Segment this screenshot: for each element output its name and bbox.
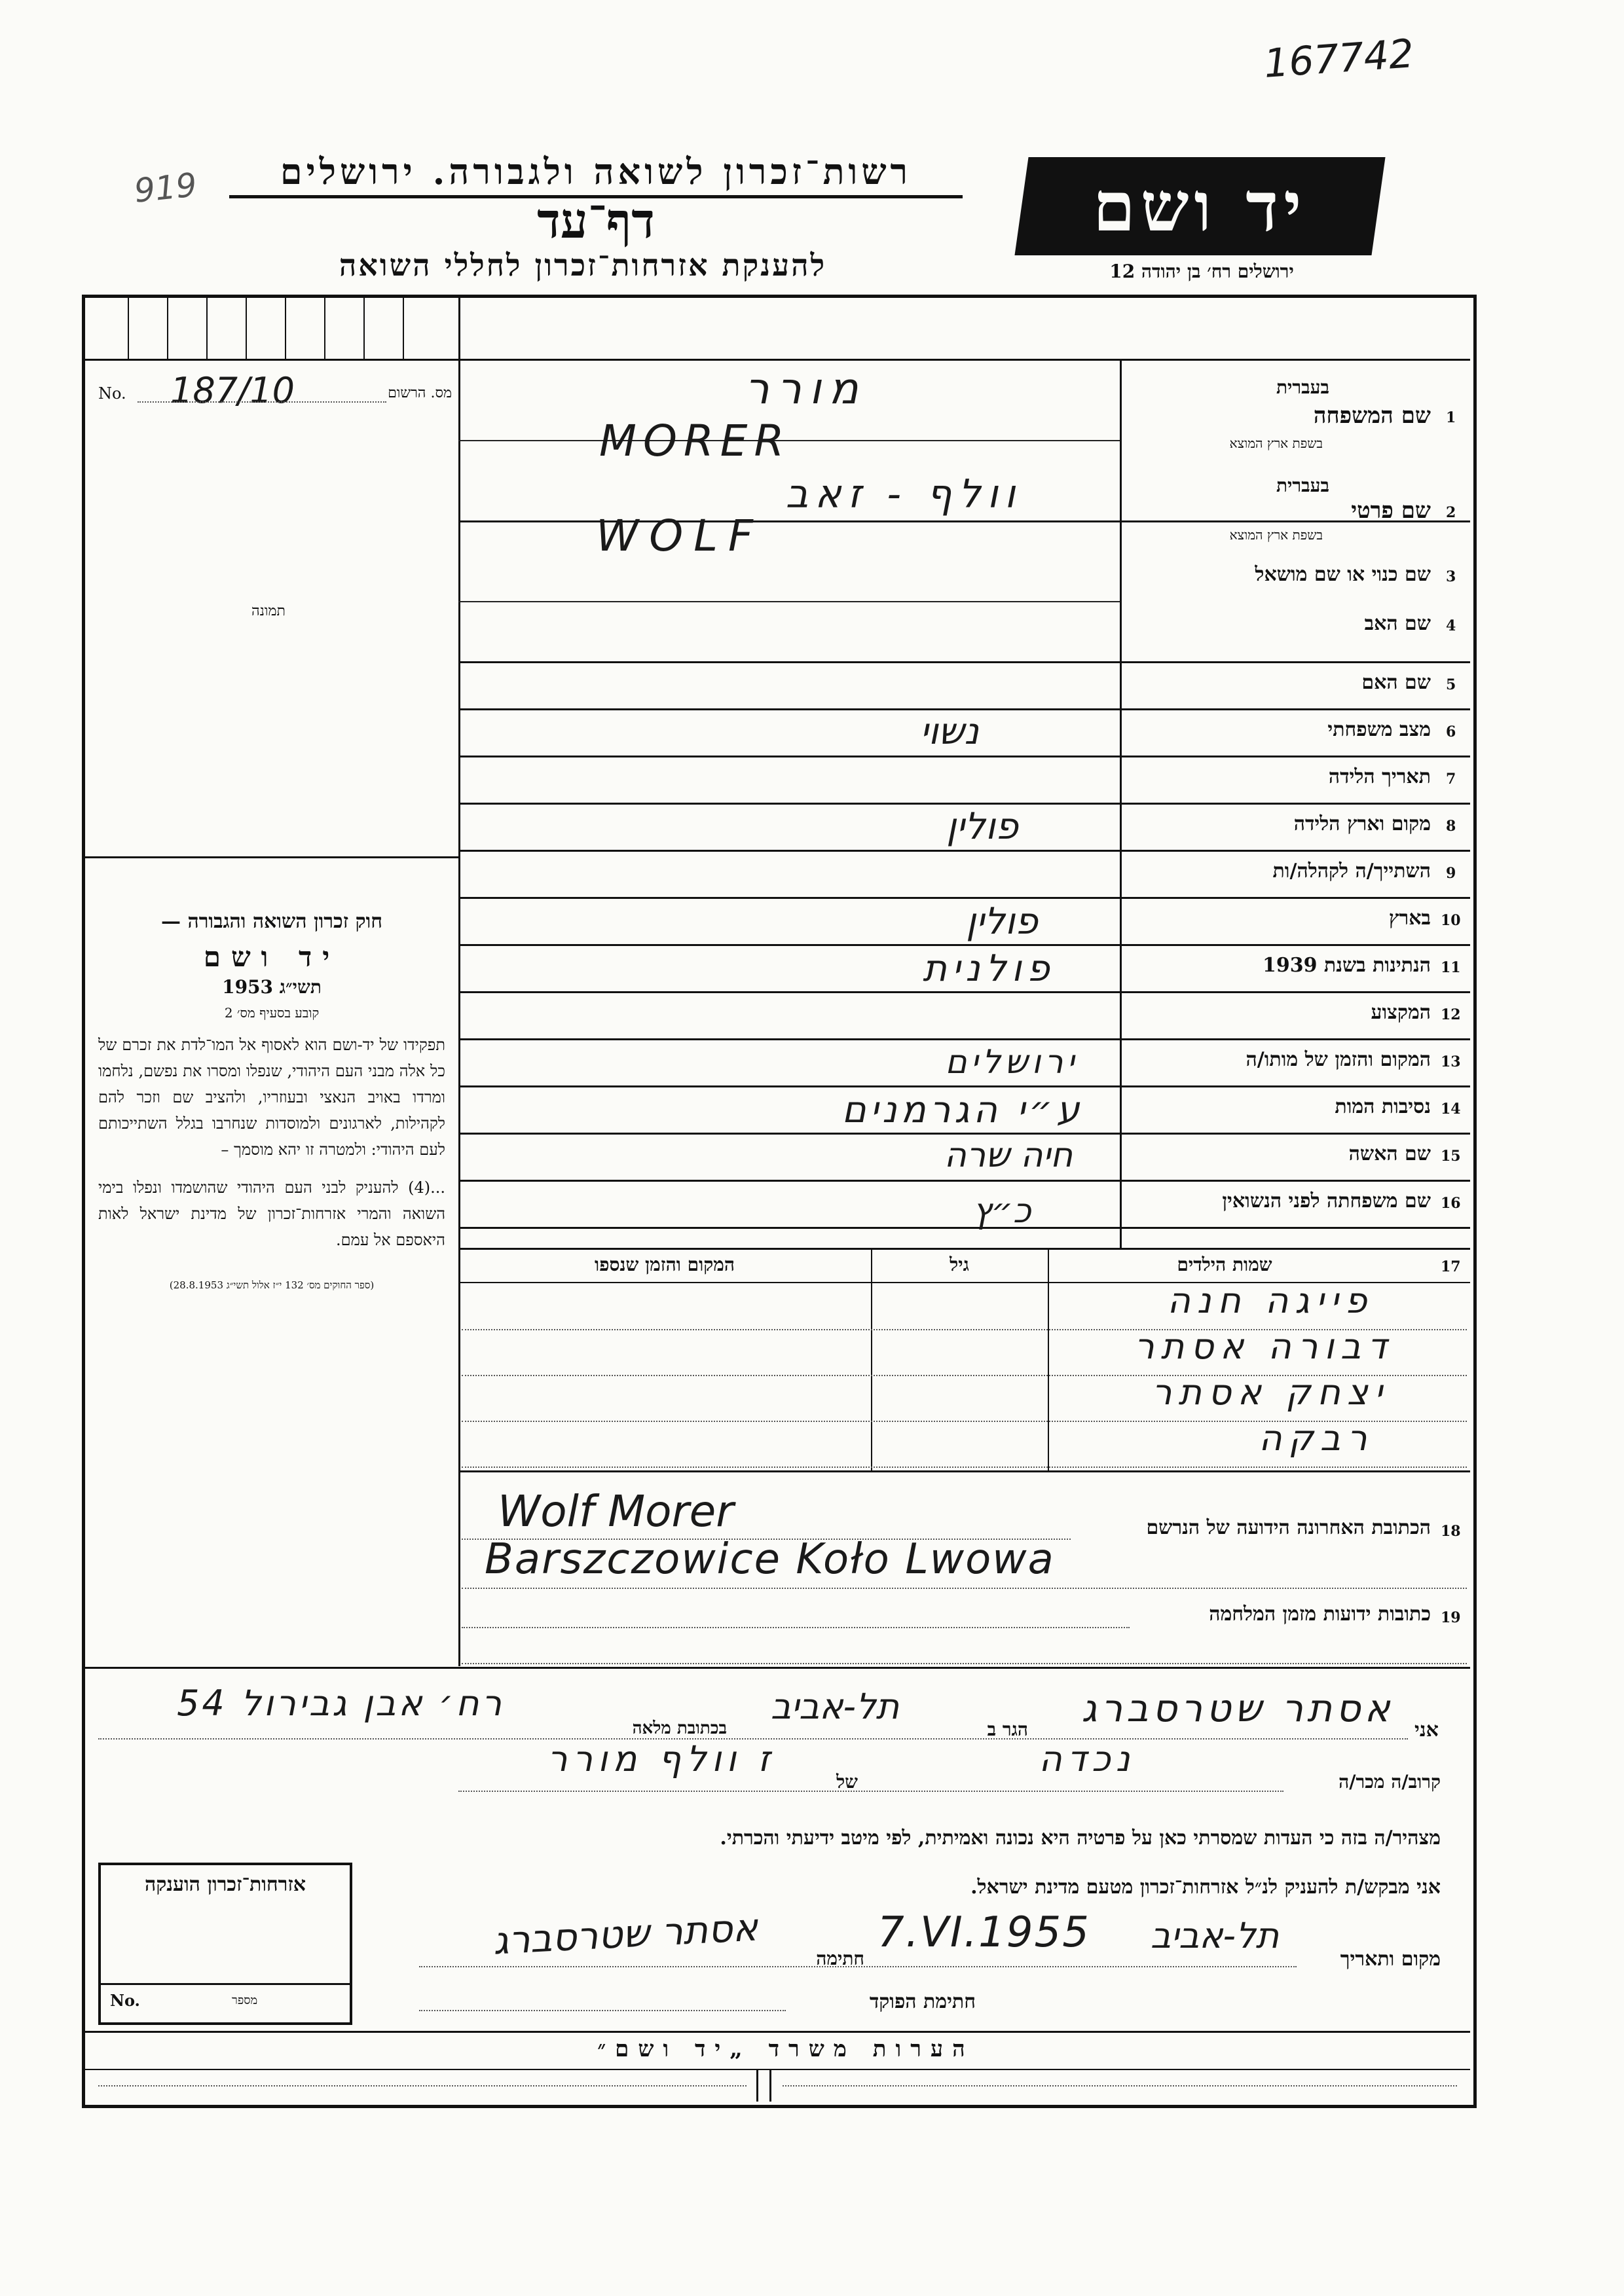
field-11-label: הנתינות בשנת 1939 xyxy=(1262,954,1431,977)
field-4-number: 4 xyxy=(1446,617,1456,634)
registration-number: 187/10 xyxy=(170,370,295,411)
relation-of-name: ז וולף מורר xyxy=(547,1738,776,1779)
children-col-names: שמות הילדים xyxy=(1177,1254,1272,1275)
field-8-label: מקום וארץ הלידה xyxy=(1293,812,1431,835)
field-9-number: 9 xyxy=(1446,865,1456,882)
field-2-value-hebrew: וולף - זאב xyxy=(785,471,1022,517)
field-1-label: שם המשפחה xyxy=(1313,403,1431,429)
logo-address: ירושלים רח׳ בן יהודה 12 xyxy=(1109,261,1294,282)
official-signature-label: חתימת הפוקד xyxy=(869,1990,976,2013)
signature-label: חתימה xyxy=(816,1948,864,1969)
child-name-2: דבורה אסתר xyxy=(1134,1326,1393,1367)
office-notes-title: הערות משרד „יד ושם״ xyxy=(597,2036,974,2062)
relation-label: קרוב/ה מכר/ה xyxy=(1338,1771,1441,1793)
children-number: 17 xyxy=(1441,1258,1461,1275)
field-16-label: שם משפחתה לפני הנשואין xyxy=(1222,1190,1431,1212)
law-title: חוק זכרון השואה והגבורה — xyxy=(161,910,382,933)
field-12-number: 12 xyxy=(1441,1006,1461,1023)
relation-of-label: של xyxy=(836,1771,858,1793)
field-1-value-foreign: MORER xyxy=(599,416,791,466)
law-text-1: תפקידו של יד-ושם הוא לאסוף אל המו־לדת את זכרם של כל אלה מבני העם היהודי, שנפלו ומסרו את נפשם, נלחמו ומרדו באויב הנאצי ובעוזריו, ולהציב שם וזכר להם לקהילות, לארגונים ולמוסדות שנחרבו בגלל השתייכותם לעם היהודי: ולמטרה זו יהא מוסמך – xyxy=(98,1036,445,1159)
field-15-label: שם האשה xyxy=(1348,1142,1431,1165)
field-7-number: 7 xyxy=(1446,771,1456,788)
declaration-statement-2: אני מבקש/ת להעניק לנ״ל אזרחות־זכרון מטעם מדינת ישראל. xyxy=(970,1876,1441,1899)
field-5-number: 5 xyxy=(1446,676,1456,693)
law-section: קובע בסעיף מס׳ 2 xyxy=(224,1005,320,1021)
law-citation: (ספר החוקים מס׳ 132 י״ז אלול תשי״ג 28.8.1953) xyxy=(169,1279,375,1291)
date-value: 7.VI.1955 xyxy=(877,1908,1090,1957)
field-10-number: 10 xyxy=(1441,912,1461,929)
field-7-label: תאריך הלידה xyxy=(1328,765,1431,788)
field-2-label: שם פרטי xyxy=(1351,498,1431,524)
field-14-number: 14 xyxy=(1441,1101,1461,1118)
last-address-line-2: Barszczowice Koło Lwowa xyxy=(485,1535,1055,1584)
field-2-sub-hebrew: בעברית xyxy=(1276,475,1329,496)
declarant-address: רח׳ אבן גבירול 54 xyxy=(177,1683,504,1724)
field-16-number: 16 xyxy=(1441,1195,1461,1212)
last-address-line-1: Wolf Morer xyxy=(498,1486,734,1537)
field-5-label: שם האם xyxy=(1361,671,1431,694)
registration-no-label: No. xyxy=(98,384,126,403)
field-6-value: נשוי xyxy=(920,710,979,753)
law-name: יד ושם xyxy=(203,941,341,973)
page-title: דף־עד xyxy=(537,193,655,249)
field-2-sub-foreign: בשפת ארץ המוצא xyxy=(1229,527,1323,543)
yad-vashem-logo xyxy=(1014,157,1385,255)
field-1-value-hebrew: מורר xyxy=(745,363,866,414)
authority-heading: רשות־זכרון לשואה ולגבורה. ירושלים xyxy=(229,151,963,198)
field-3-number: 3 xyxy=(1446,568,1456,585)
registration-label: מס. הרשום xyxy=(388,385,452,401)
margin-note: 919 xyxy=(132,166,199,210)
child-name-4: רבקה xyxy=(1259,1417,1374,1459)
field-4-label: שם האב xyxy=(1364,612,1431,635)
place-date-label: מקום ותאריך xyxy=(1340,1948,1441,1971)
declaration-address-label: בכתובת מלאה xyxy=(632,1719,727,1738)
field-15-number: 15 xyxy=(1441,1148,1461,1165)
field-1-sub-foreign: בשפת ארץ המוצא xyxy=(1229,435,1323,451)
field-11-number: 11 xyxy=(1441,959,1461,976)
field-3-label: שם כנוי או שם מושאל xyxy=(1255,563,1431,586)
field-11-value: פולנית xyxy=(923,947,1055,990)
logo-text: יד ושם xyxy=(1093,166,1307,247)
citizenship-box xyxy=(98,1863,352,2025)
citizenship-no-label: No. xyxy=(110,1991,140,2010)
field-8-value: פולין xyxy=(946,805,1018,848)
field-12-label: המקצוע xyxy=(1371,1001,1431,1024)
field-13-value: ירושלים xyxy=(945,1043,1079,1081)
children-col-place: המקום והזמן שנספו xyxy=(595,1254,735,1275)
field-1-sub-hebrew: בעברית xyxy=(1276,376,1329,398)
field-15-value: חיה שרה xyxy=(944,1136,1073,1175)
child-name-1: פייגה חנה xyxy=(1167,1280,1374,1321)
child-name-3: יצחק אסתר xyxy=(1152,1372,1389,1413)
place-value: תל-אביב xyxy=(1150,1915,1280,1956)
declarant-signature: אסתר שטרסברג xyxy=(492,1904,759,1963)
field-6-number: 6 xyxy=(1446,723,1456,740)
last-address-label: הכתובת האחרונה הידועה של הנרשם xyxy=(1146,1516,1431,1539)
wartime-address-number: 19 xyxy=(1441,1609,1461,1626)
wartime-address-label: כתובות ידועות מזמן המלחמה xyxy=(1209,1603,1431,1626)
field-8-number: 8 xyxy=(1446,818,1456,835)
archive-number: 167742 xyxy=(1262,31,1416,87)
photo-placeholder: תמונה xyxy=(251,603,286,619)
law-year: תשי״ג 1953 xyxy=(222,976,322,998)
relation-value: נכדה xyxy=(1039,1738,1135,1779)
field-13-number: 13 xyxy=(1441,1053,1461,1070)
declaration-statement-1: מצהיר/ה בזה כי העדות שמסרתי כאן על פרטיה היא נכונה ואמיתית, לפי מיטב ידיעתי והכרתי. xyxy=(720,1827,1441,1850)
law-text-2: ...(4) להעניק לבני העם היהודי שהושמדו ונפלו בימי השואה והמרי אזרחות־זכרון של מדינת ישראל לאות היאספם אל עמם. xyxy=(98,1178,445,1249)
last-address-number: 18 xyxy=(1441,1523,1461,1540)
declarant-city: תל-אביב xyxy=(770,1686,900,1727)
field-6-label: מצב משפחתי xyxy=(1327,718,1431,741)
field-2-number: 2 xyxy=(1446,504,1456,521)
field-13-label: המקום והזמן של מותו/ה xyxy=(1246,1048,1431,1071)
field-2-value-foreign: WOLF xyxy=(596,511,764,561)
field-9-label: השתייך/ה לקהלה/ות xyxy=(1272,860,1431,883)
citizenship-number-label: מספר xyxy=(232,1994,258,2007)
children-col-age: גיל xyxy=(950,1254,969,1275)
law-box xyxy=(98,910,445,1292)
citizenship-box-title: אזרחות־זכרון הוענקה xyxy=(144,1873,306,1896)
field-10-label: בארץ xyxy=(1388,907,1431,930)
field-14-label: נסיבות המות xyxy=(1335,1095,1431,1118)
declaration-ani: אני xyxy=(1414,1719,1439,1741)
page-subtitle: להענקת אזרחות־זכרון לחללי השואה xyxy=(339,247,827,283)
declaration-resident-label: הגר ב xyxy=(987,1719,1028,1740)
registration-number-row xyxy=(98,370,452,411)
field-14-value: ע״י הגרמנים xyxy=(841,1089,1084,1131)
field-1-number: 1 xyxy=(1446,409,1456,426)
field-16-value: כ״ץ xyxy=(972,1192,1031,1231)
declarant-name: אסתר שטרסברג xyxy=(1081,1686,1394,1730)
field-10-value: פולין xyxy=(966,900,1038,943)
